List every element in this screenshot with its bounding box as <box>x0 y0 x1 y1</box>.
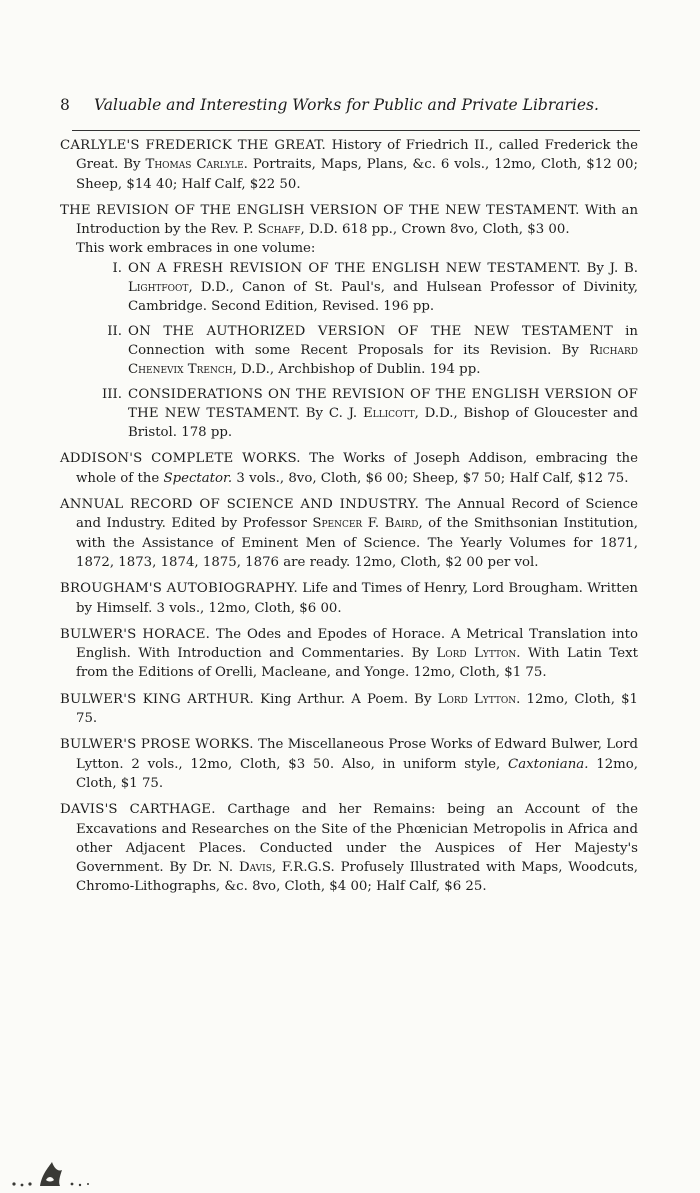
sub-item-text: , D.D., Canon of St. Paul's, and Hulsean Professor of Divinity, Cambridge. Second Edition, Revised. 196 pp. <box>128 280 638 315</box>
entry-title: ADDISON'S COMPLETE WORKS. <box>60 451 301 467</box>
entry-text: , of the Smithsonian Institution, with the Assistance of Eminent Men of Science. The Yearly Volumes for 1871, 1872, 1873, 1874, 1875, 1876 are ready. 12mo, Cloth, $2 00 per vol. <box>76 516 639 570</box>
catalog-entry-davis-carthage <box>60 800 638 896</box>
sub-item-text: By J. B. <box>586 260 638 276</box>
sub-item-title: CONSIDERATIONS ON THE REVISION OF THE ENGLISH VERSION OF THE NEW TESTAMENT. <box>128 386 638 421</box>
entry-text: History of Friedrich II., called Frederick the Great. By <box>76 138 638 173</box>
catalog-entry-bulwer-prose <box>60 735 638 793</box>
entry-text: With an Introduction by the Rev. <box>76 202 639 238</box>
entry-main <box>60 201 638 240</box>
entry-author: Spencer F. Baird <box>312 516 419 532</box>
sub-item-text: , D.D., Bishop of Gloucester and Bristol. 178 pp. <box>128 405 638 441</box>
sub-item-author: Ellicott <box>362 405 415 421</box>
catalog-entry-annual-record <box>60 495 638 572</box>
entry-text: 3 vols., 8vo, Cloth, $6 00; Sheep, $7 50; Half Calf, $12 75. <box>236 470 629 486</box>
entry-title: BULWER'S HORACE. <box>60 626 211 642</box>
entry-author: Davis <box>238 860 272 876</box>
page-header <box>60 96 638 118</box>
entry-text: Carthage and her Remains: being an Account of the Excavations and Researches on the Site of the Phœnician Metropolis in Africa and other Adjacent Places. Conducted under the Auspices of Her Majesty's Government. By Dr. N. <box>76 802 639 876</box>
sub-item-2 <box>88 322 638 380</box>
entry-author: Lord Lytton. <box>437 691 521 707</box>
entry-title: CARLYLE'S FREDERICK THE GREAT. <box>60 138 326 153</box>
sub-item-text: , D.D., Archbishop of Dublin. 194 pp. <box>232 362 481 378</box>
entry-title: DAVIS'S CARTHAGE. <box>60 802 216 818</box>
sub-item-numeral: III. <box>102 386 122 402</box>
entry-title: ANNUAL RECORD OF SCIENCE AND INDUSTRY. <box>60 497 420 513</box>
running-head: Valuable and Interesting Works for Public and Private Libraries. <box>94 96 599 114</box>
entry-text: Portraits, Maps, Plans, &c. 6 vols., 12mo, Cloth, $12 00; Sheep, $14 40; Half Calf, $22 50. <box>76 157 638 192</box>
entry-text: The Annual Record of Science and Industry. Edited by Professor <box>76 497 638 532</box>
entry-author: Thomas Carlyle. <box>145 157 248 173</box>
sub-item-1 <box>88 259 638 317</box>
entry-italic-title: Spectator. <box>163 470 233 486</box>
sub-item-author: Lightfoot <box>128 280 189 296</box>
sub-item-title: ON THE AUTHORIZED VERSION OF THE NEW TESTAMENT <box>128 323 613 339</box>
sub-item-numeral: I. <box>112 260 122 276</box>
entry-author: P. Schaff <box>242 222 301 238</box>
catalog-entry-carlyle <box>60 136 638 194</box>
entry-text: Life and Times of Henry, Lord Brougham. Written by Himself. 3 vols., 12mo, Cloth, $6 00. <box>76 581 638 616</box>
entry-title: THE REVISION OF THE ENGLISH VERSION OF THE NEW TESTAMENT. <box>60 202 580 218</box>
entry-text: , F.R.G.S. Profusely Illustrated with Maps, Woodcuts, Chromo-Lithographs, &c. 8vo, Cloth, $4 00; Half Calf, $6 25. <box>76 860 639 895</box>
entry-text: 12mo, Cloth, $1 75. <box>76 756 638 791</box>
sub-item-numeral: II. <box>107 323 122 339</box>
entry-text: The Miscellaneous Prose Works of Edward Bulwer, Lord Lytton. 2 vols., 12mo, Cloth, $3 50. Also, in uniform style, <box>76 737 638 772</box>
catalog-entry-brougham <box>60 579 638 618</box>
catalog-entry-bulwer-arthur <box>60 690 638 729</box>
sub-item-author: Richard Chenevix Trench <box>128 342 638 378</box>
entry-italic-title: Caxtoniana. <box>508 756 589 772</box>
sub-item-text: in Connection with some Recent Proposals for its Revision. By <box>128 323 638 358</box>
entry-title: BULWER'S PROSE WORKS. <box>60 737 254 753</box>
entry-text: The Odes and Epodes of Horace. A Metrical Translation into English. With Introduction and Commentaries. By <box>76 626 638 662</box>
sub-item-3 <box>88 385 638 443</box>
sub-item-title: ON A FRESH REVISION OF THE ENGLISH NEW TESTAMENT. <box>128 260 581 276</box>
entry-text: With Latin Text from the Editions of Orelli, Macleane, and Yonge. 12mo, Cloth, $1 75. <box>76 646 638 681</box>
entry-text: The Works of Joseph Addison, embracing the whole of the <box>76 451 638 486</box>
catalog-entry-revision <box>60 201 638 443</box>
page-number: 8 <box>60 96 70 114</box>
sub-item-text: By C. J. <box>305 405 358 421</box>
header-rule <box>72 130 640 131</box>
entry-text: 12mo, Cloth, $1 75. <box>76 691 639 727</box>
entry-text: , D.D. 618 pp., Crown 8vo, Cloth, $3 00. <box>300 222 570 238</box>
catalog-list <box>60 136 638 904</box>
entry-title: BROUGHAM'S AUTOBIOGRAPHY. <box>60 581 298 597</box>
printer-ornament-icon <box>8 1150 108 1190</box>
sub-intro: This work embraces in one volume: <box>76 241 316 257</box>
entry-title: BULWER'S KING ARTHUR. <box>60 691 254 707</box>
catalog-entry-bulwer-horace <box>60 625 638 683</box>
entry-text: King Arthur. A Poem. By <box>260 691 432 707</box>
entry-author: Lord Lytton. <box>436 646 521 662</box>
catalog-entry-addison <box>60 449 638 488</box>
